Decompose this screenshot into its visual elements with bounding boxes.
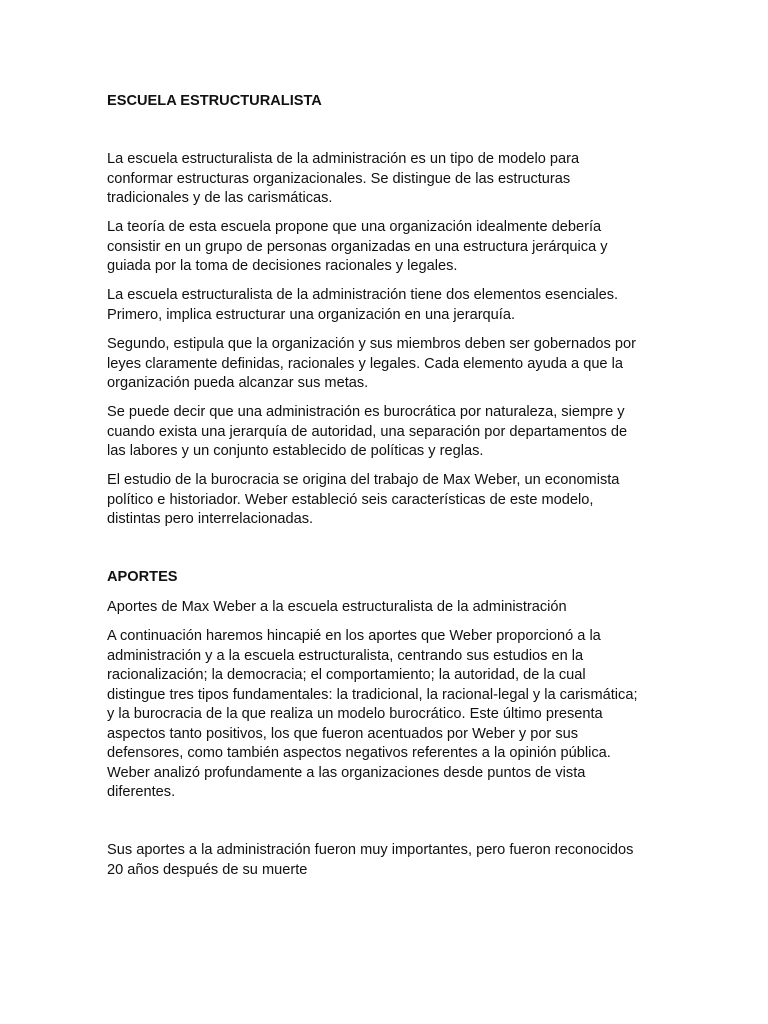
text-line: organización pueda alcanzar sus metas.: [107, 375, 369, 391]
paragraph-second: [107, 335, 667, 394]
text-line: las labores y un conjunto establecido de políticas y reglas.: [107, 443, 484, 459]
paragraph-bureaucratic: [107, 403, 667, 462]
aportes-heading: APORTES: [107, 569, 178, 585]
text-line: distintas pero interrelacionadas.: [107, 511, 314, 527]
text-line: La escuela estructuralista de la administración tiene dos elementos esenciales.: [107, 287, 619, 303]
text-line: distingue tres tipos fundamentales: la tradicional, la racional-legal y la carismática;: [107, 686, 638, 703]
paragraph-weber: [107, 471, 667, 530]
text-line: conformar estructuras organizacionales. Se distingue de las estructuras: [107, 170, 571, 187]
text-line: y la burocracia de la que realiza un modelo burocrático. Este último presenta: [107, 706, 603, 722]
text-line: guiada por la toma de decisiones racionales y legales.: [107, 258, 458, 274]
text-line: A continuación haremos hincapié en los aportes que Weber proporcionó a la: [107, 628, 601, 644]
text-line: Segundo, estipula que la organización y sus miembros deben ser gobernados por: [107, 336, 636, 352]
text-line: consistir en un grupo de personas organizadas en una estructura jerárquica y: [107, 238, 608, 255]
text-line: Weber analizó profundamente a las organizaciones desde puntos de vista: [107, 764, 586, 781]
paragraph-elements: [107, 286, 667, 325]
text-line: defensores, como también aspectos negativos referentes a la opinión pública.: [107, 745, 611, 761]
text-line: administración y a la escuela estructuralista, centrando sus estudios en la: [107, 647, 584, 664]
paragraph-aportes: [107, 627, 667, 803]
text-line: La escuela estructuralista de la administración es un tipo de modelo para: [107, 151, 580, 167]
paragraph-intro: [107, 150, 667, 209]
paragraph-theory: [107, 218, 667, 277]
text-line: El estudio de la burocracia se origina del trabajo de Max Weber, un economista: [107, 472, 620, 488]
paragraph-closing: [107, 841, 667, 880]
text-line: Sus aportes a la administración fueron muy importantes, pero fueron reconocidos: [107, 842, 634, 858]
text-line: leyes claramente definidas, racionales y legales. Cada elemento ayuda a que la: [107, 355, 623, 372]
text-line: tradicionales y de las carismáticas.: [107, 190, 333, 206]
text-line: cuando exista una jerarquía de autoridad, una separación por departamentos de: [107, 423, 628, 440]
text-line: político e historiador. Weber estableció seis características de este modelo,: [107, 491, 594, 508]
aportes-subtitle: Aportes de Max Weber a la escuela estructuralista de la administración: [107, 599, 567, 615]
document-title: ESCUELA ESTRUCTURALISTA: [107, 93, 322, 109]
text-line: Se puede decir que una administración es burocrática por naturaleza, siempre y: [107, 404, 625, 420]
text-line: diferentes.: [107, 784, 176, 800]
text-line: racionalización; la democracia; el comportamiento; la autoridad, de la cual: [107, 667, 586, 683]
text-line: La teoría de esta escuela propone que una organización idealmente debería: [107, 219, 602, 235]
text-line: 20 años después de su muerte: [107, 861, 308, 878]
text-line: Primero, implica estructurar una organización en una jerarquía.: [107, 306, 516, 323]
text-line: aspectos tanto positivos, los que fueron acentuados por Weber y por sus: [107, 725, 579, 742]
